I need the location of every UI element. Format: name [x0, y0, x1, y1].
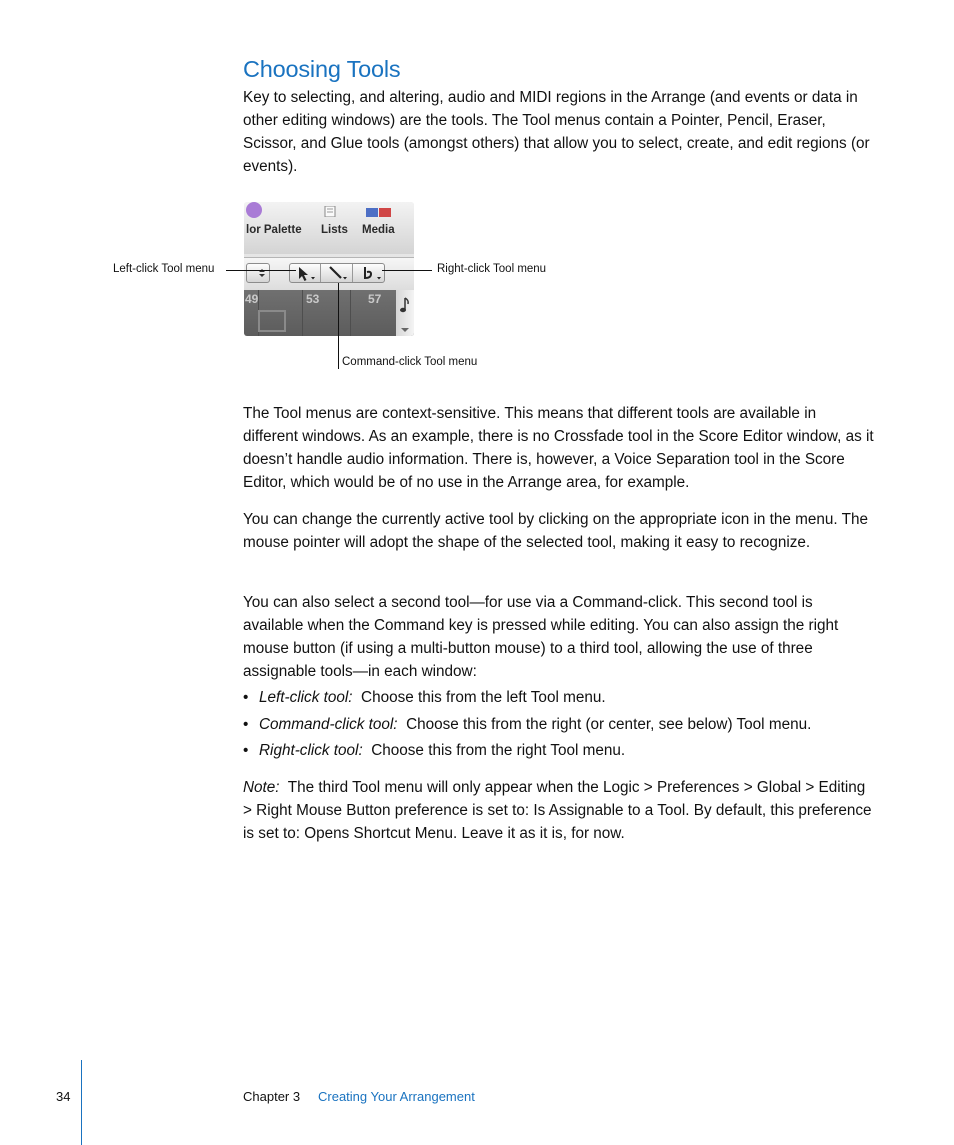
second-tool-paragraph: You can also select a second tool—for use via a Command-click. This second tool is available when the Command key is pressed while editing. You can also assign the right mouse button (if using a multi-button mouse) to a third tool, allowing the use of three assignable tools—in each window:: [243, 594, 839, 680]
bullet-term: Right-click tool:: [259, 742, 363, 759]
bullet-glyph: •: [243, 715, 249, 733]
change-tool-paragraph: You can change the currently active tool by clicking on the appropriate icon in the menu. The mouse pointer will adopt the shape of the selected tool, making it easy to recognize.: [243, 511, 869, 551]
ruler-number: 53: [306, 292, 320, 306]
left-click-callout: Left-click Tool menu: [113, 263, 215, 275]
bullet-glyph: •: [243, 742, 249, 759]
context-paragraph: The Tool menus are context-sensitive. This means that different tools are available in different windows. As an example, there is no Crossfade tool in the Score Editor window, as it doesn’t handle audio information. There is, however, a Voice Separation tool in the Score Editor, which would be of no use in the Arrange area, for example.: [243, 405, 874, 491]
bullet-glyph: •: [243, 689, 249, 706]
color-palette-label: lor Palette: [246, 224, 302, 236]
bullet-text: Choose this from the left Tool menu.: [361, 689, 606, 706]
note-paragraph: [243, 776, 875, 845]
bullet-text: Choose this from the right Tool menu.: [371, 742, 626, 759]
footer-chapter: Chapter 3: [243, 1089, 301, 1104]
footer-divider: [81, 1060, 82, 1145]
page-title: Choosing Tools: [243, 56, 401, 82]
bullet-text: Choose this from the right (or center, see below) Tool menu.: [406, 715, 812, 733]
page-number: 34: [56, 1089, 71, 1104]
tool-bullet-list: [243, 686, 883, 766]
media-label: Media: [362, 224, 395, 236]
note-text: The third Tool menu will only appear when the Logic > Preferences > Global > Editing > Right Mouse Button preference is set to: Is Assignable to a Tool. By default, this preference is set to: Opens Shortcut Menu. Leave it as it is, for now.: [243, 779, 872, 842]
intro-paragraph: Key to selecting, and altering, audio and MIDI regions in the Arrange (and events or data in other editing windows) are the tools. The Tool menus contain a Pointer, Pencil, Eraser, Scissor, and Glue tools (amongst others) that allow you to select, create, and edit regions (or events).: [243, 89, 870, 175]
right-click-callout: Right-click Tool menu: [437, 263, 547, 275]
ruler-number: 49: [245, 292, 259, 306]
bullet-term: Left-click tool:: [259, 689, 353, 706]
ruler-number: 57: [368, 292, 382, 306]
lists-label: Lists: [321, 224, 348, 236]
bullet-term: Command-click tool:: [259, 715, 398, 733]
footer-chapter-title: Creating Your Arrangement: [318, 1089, 475, 1104]
list-item: [243, 739, 883, 762]
note-label: Note:: [243, 779, 280, 796]
list-item: [243, 686, 883, 709]
callout-lines: [0, 0, 954, 400]
command-click-callout: Command-click Tool menu: [342, 356, 478, 368]
list-item: [243, 713, 883, 736]
